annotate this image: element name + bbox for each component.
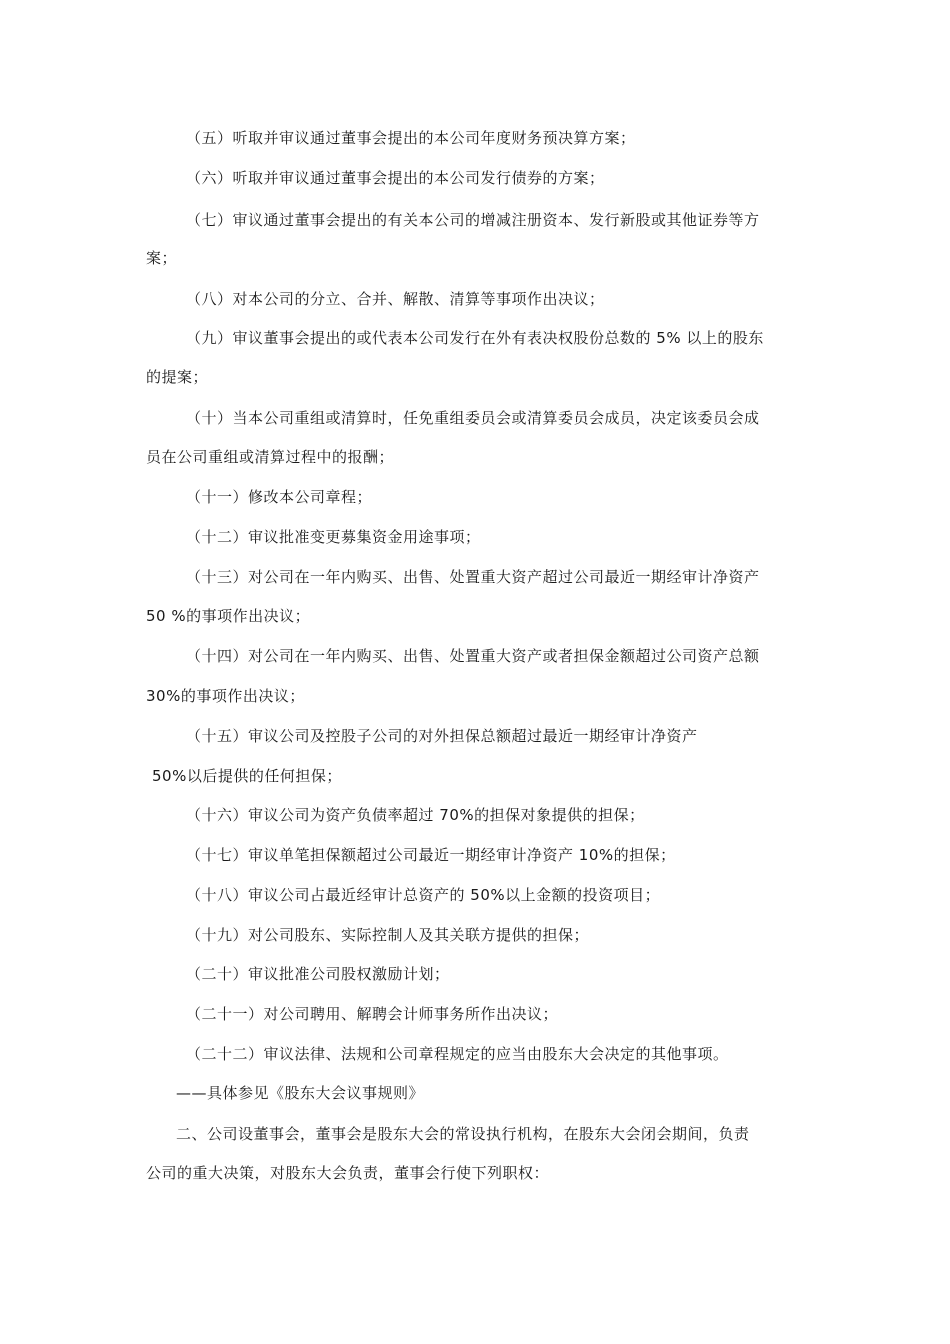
item-13-continuation: 50 %的事项作出决议； (146, 607, 311, 625)
item-11-text: （十一）修改本公司章程； (186, 488, 373, 506)
item-17-text: （十七）审议单笔担保额超过公司最近一期经审计净资产 10%的担保； (186, 846, 676, 864)
item-13-text: （十三）对公司在一年内购买、出售、处置重大资产超过公司最近一期经审计净资产 (186, 568, 760, 586)
item-10-continuation: 员在公司重组或清算过程中的报酬； (146, 448, 395, 466)
item-12-text: （十二）审议批准变更募集资金用途事项； (186, 528, 481, 546)
item-7-continuation: 案； (146, 249, 178, 267)
item-5-text: （五）听取并审议通过董事会提出的本公司年度财务预决算方案； (186, 129, 636, 147)
section-2-text: 二、公司设董事会，董事会是股东大会的常设执行机构，在股东大会闭会期间，负责 (176, 1125, 750, 1143)
reference-note: ——具体参见《股东大会议事规则》 (176, 1084, 425, 1102)
item-19-text: （十九）对公司股东、实际控制人及其关联方提供的担保； (186, 926, 590, 944)
item-9-text: （九）审议董事会提出的或代表本公司发行在外有表决权股份总数的 5% 以上的股东 (186, 329, 764, 347)
item-16-text: （十六）审议公司为资产负债率超过 70%的担保对象提供的担保； (186, 806, 645, 824)
item-8-text: （八）对本公司的分立、合并、解散、清算等事项作出决议； (186, 290, 605, 308)
item-14-continuation: 30%的事项作出决议； (146, 687, 305, 705)
item-21-text: （二十一）对公司聘用、解聘会计师事务所作出决议； (186, 1005, 559, 1023)
item-22-text: （二十二）审议法律、法规和公司章程规定的应当由股东大会决定的其他事项。 (186, 1045, 729, 1063)
item-14-text: （十四）对公司在一年内购买、出售、处置重大资产或者担保金额超过公司资产总额 (186, 647, 760, 665)
item-18-text: （十八）审议公司占最近经审计总资产的 50%以上金额的投资项目； (186, 886, 661, 904)
section-2-continuation: 公司的重大决策，对股东大会负责，董事会行使下列职权： (146, 1164, 550, 1182)
item-9-continuation: 的提案； (146, 368, 209, 386)
item-10-text: （十）当本公司重组或清算时，任免重组委员会或清算委员会成员，决定该委员会成 (186, 409, 760, 427)
item-6-text: （六）听取并审议通过董事会提出的本公司发行债券的方案； (186, 169, 605, 187)
item-15-text: （十五）审议公司及控股子公司的对外担保总额超过最近一期经审计净资产 (186, 727, 698, 745)
item-20-text: （二十）审议批准公司股权激励计划； (186, 965, 450, 983)
item-15-continuation: 50%以后提供的任何担保； (152, 767, 342, 785)
item-7-text: （七）审议通过董事会提出的有关本公司的增减注册资本、发行新股或其他证券等方 (186, 211, 760, 229)
